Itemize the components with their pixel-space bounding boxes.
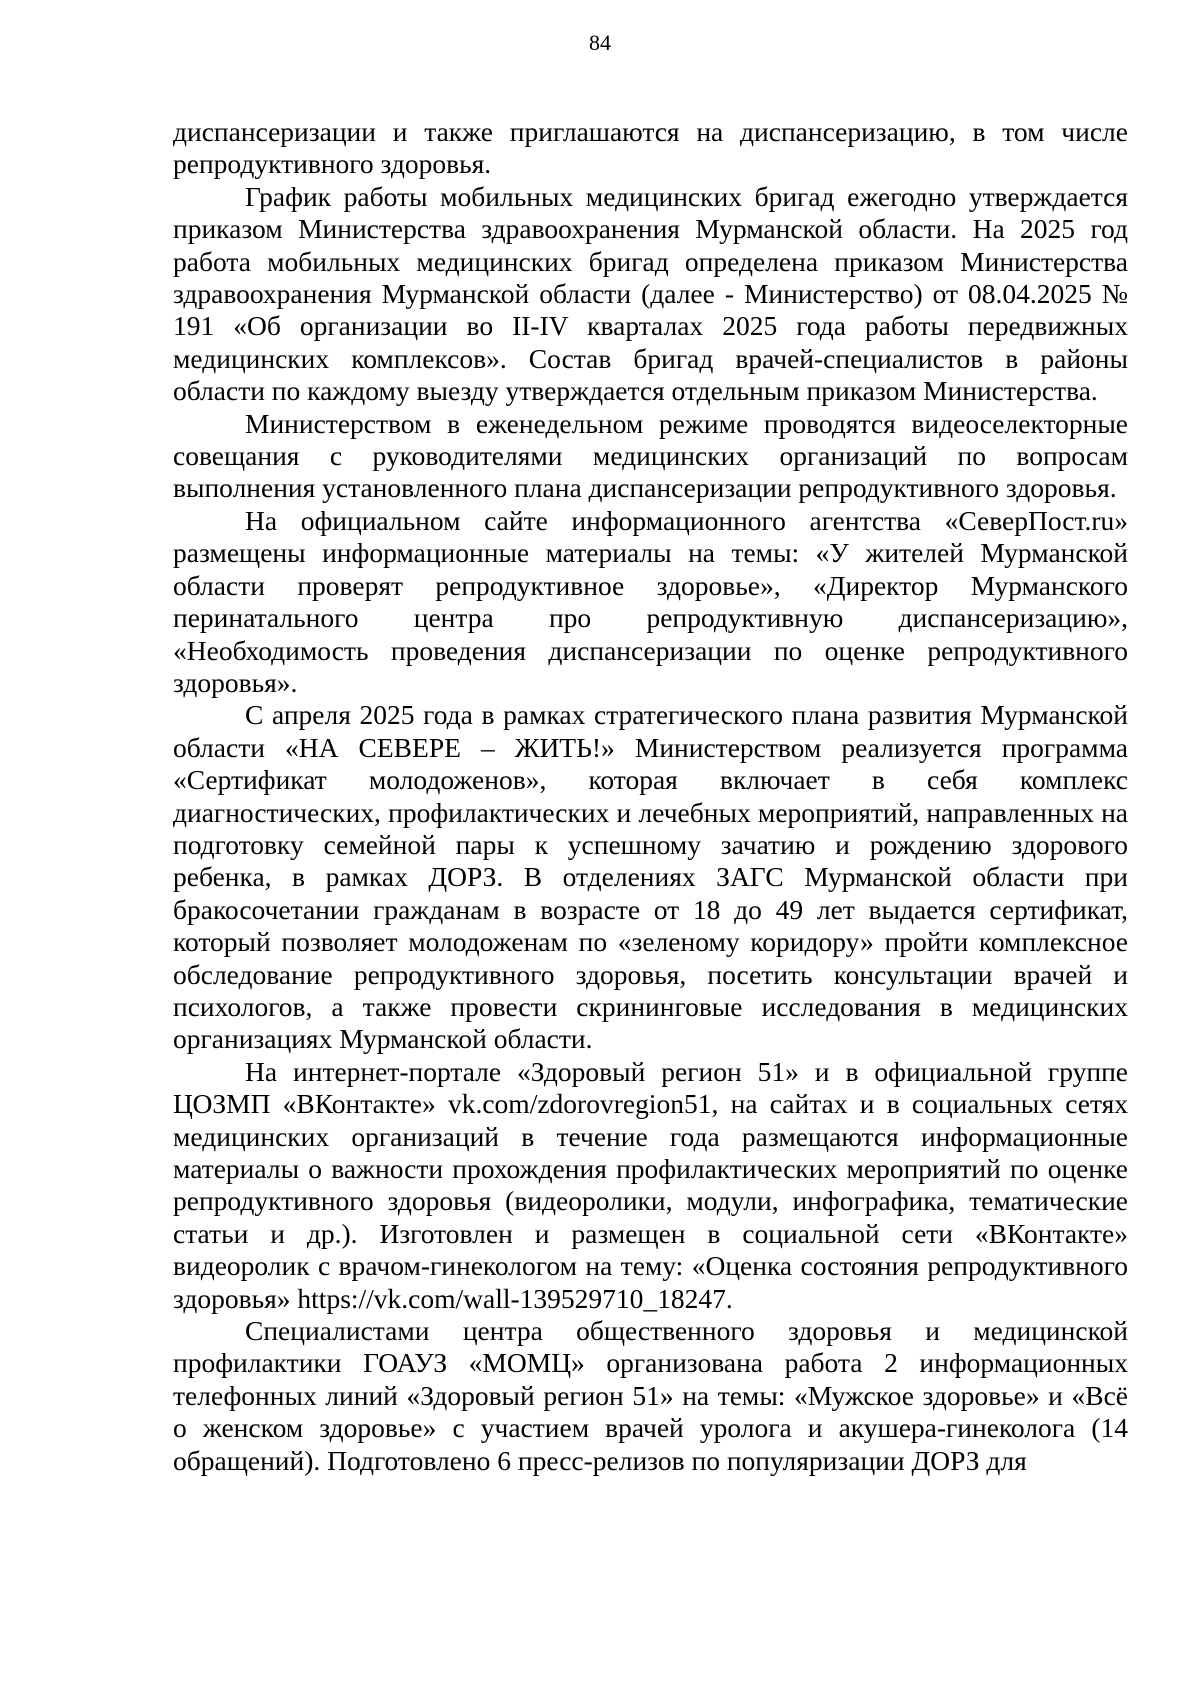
- paragraph-video-conferences: Министерством в еженедельном режиме проводятся видеоселекторные совещания с руководителями медицинских организаций по вопросам выполнения установленного плана диспансеризации репродуктивного здоровья.: [173, 407, 1128, 504]
- paragraph-continuation: диспансеризации и также приглашаются на диспансеризацию, в том числе репродуктивного здоровья.: [173, 116, 1128, 180]
- paragraph-hotlines: Специалистами центра общественного здоровья и медицинской профилактики ГОАУЗ «МОМЦ» организована работа 2 информационных телефонных линий «Здоровый регион 51» на темы: «Мужское здоровье» и «Всё о женском здоровье» с участием врачей уролога и акушера-гинеколога (14 обращений). Подготовлено 6 пресс-релизов по популяризации ДОРЗ для: [173, 1315, 1128, 1476]
- paragraph-mobile-brigades: График работы мобильных медицинских бригад ежегодно утверждается приказом Министерства здравоохранения Мурманской области. На 2025 год работа мобильных медицинских бригад определена приказом Министерства здравоохранения Мурманской области (далее - Министерство) от 08.04.2025 № 191 «Об организации во II-IV кварталах 2025 года работы передвижных медицинских комплексов». Состав бригад врачей-специалистов в районы области по каждому выезду утверждается отдельным приказом Министерства.: [173, 180, 1128, 407]
- page-number: 84: [589, 30, 611, 55]
- paragraph-healthy-region-portal: На интернет-портале «Здоровый регион 51» и в официальной группе ЦОЗМП «ВКонтакте» vk.com/zdorovregion51, на сайтах и в социальных сетях медицинских организаций в течение года размещаются информационные материалы о важности прохождения профилактических мероприятий по оценке репродуктивного здоровья (видеоролики, модули, инфографика, тематические статьи и др.). Изготовлен и размещен в социальной сети «ВКонтакте» видеоролик с врачом-гинекологом на тему: «Оценка состояния репродуктивного здоровья» https://vk.com/wall-139529710_18247.: [173, 1055, 1128, 1314]
- paragraph-severpost-materials: На официальном сайте информационного агентства «СеверПост.ru» размещены информационные материалы на темы: «У жителей Мурманской области проверят репродуктивное здоровье», «Директор Мурманского перинатального центра про репродуктивную диспансеризацию», «Необходимость проведения диспансеризации по оценке репродуктивного здоровья».: [173, 504, 1128, 698]
- document-body: [173, 116, 1128, 1477]
- paragraph-newlyweds-certificate: С апреля 2025 года в рамках стратегического плана развития Мурманской области «НА СЕВЕРЕ – ЖИТЬ!» Министерством реализуется программа «Сертификат молодоженов», которая включает в себя комплекс диагностических, профилактических и лечебных мероприятий, направленных на подготовку семейной пары к успешному зачатию и рождению здорового ребенка, в рамках ДОРЗ. В отделениях ЗАГС Мурманской области при бракосочетании гражданам в возрасте от 18 до 49 лет выдается сертификат, который позволяет молодоженам по «зеленому коридору» пройти комплексное обследование репродуктивного здоровья, посетить консультации врачей и психологов, а также провести скрининговые исследования в медицинских организациях Мурманской области.: [173, 699, 1128, 1055]
